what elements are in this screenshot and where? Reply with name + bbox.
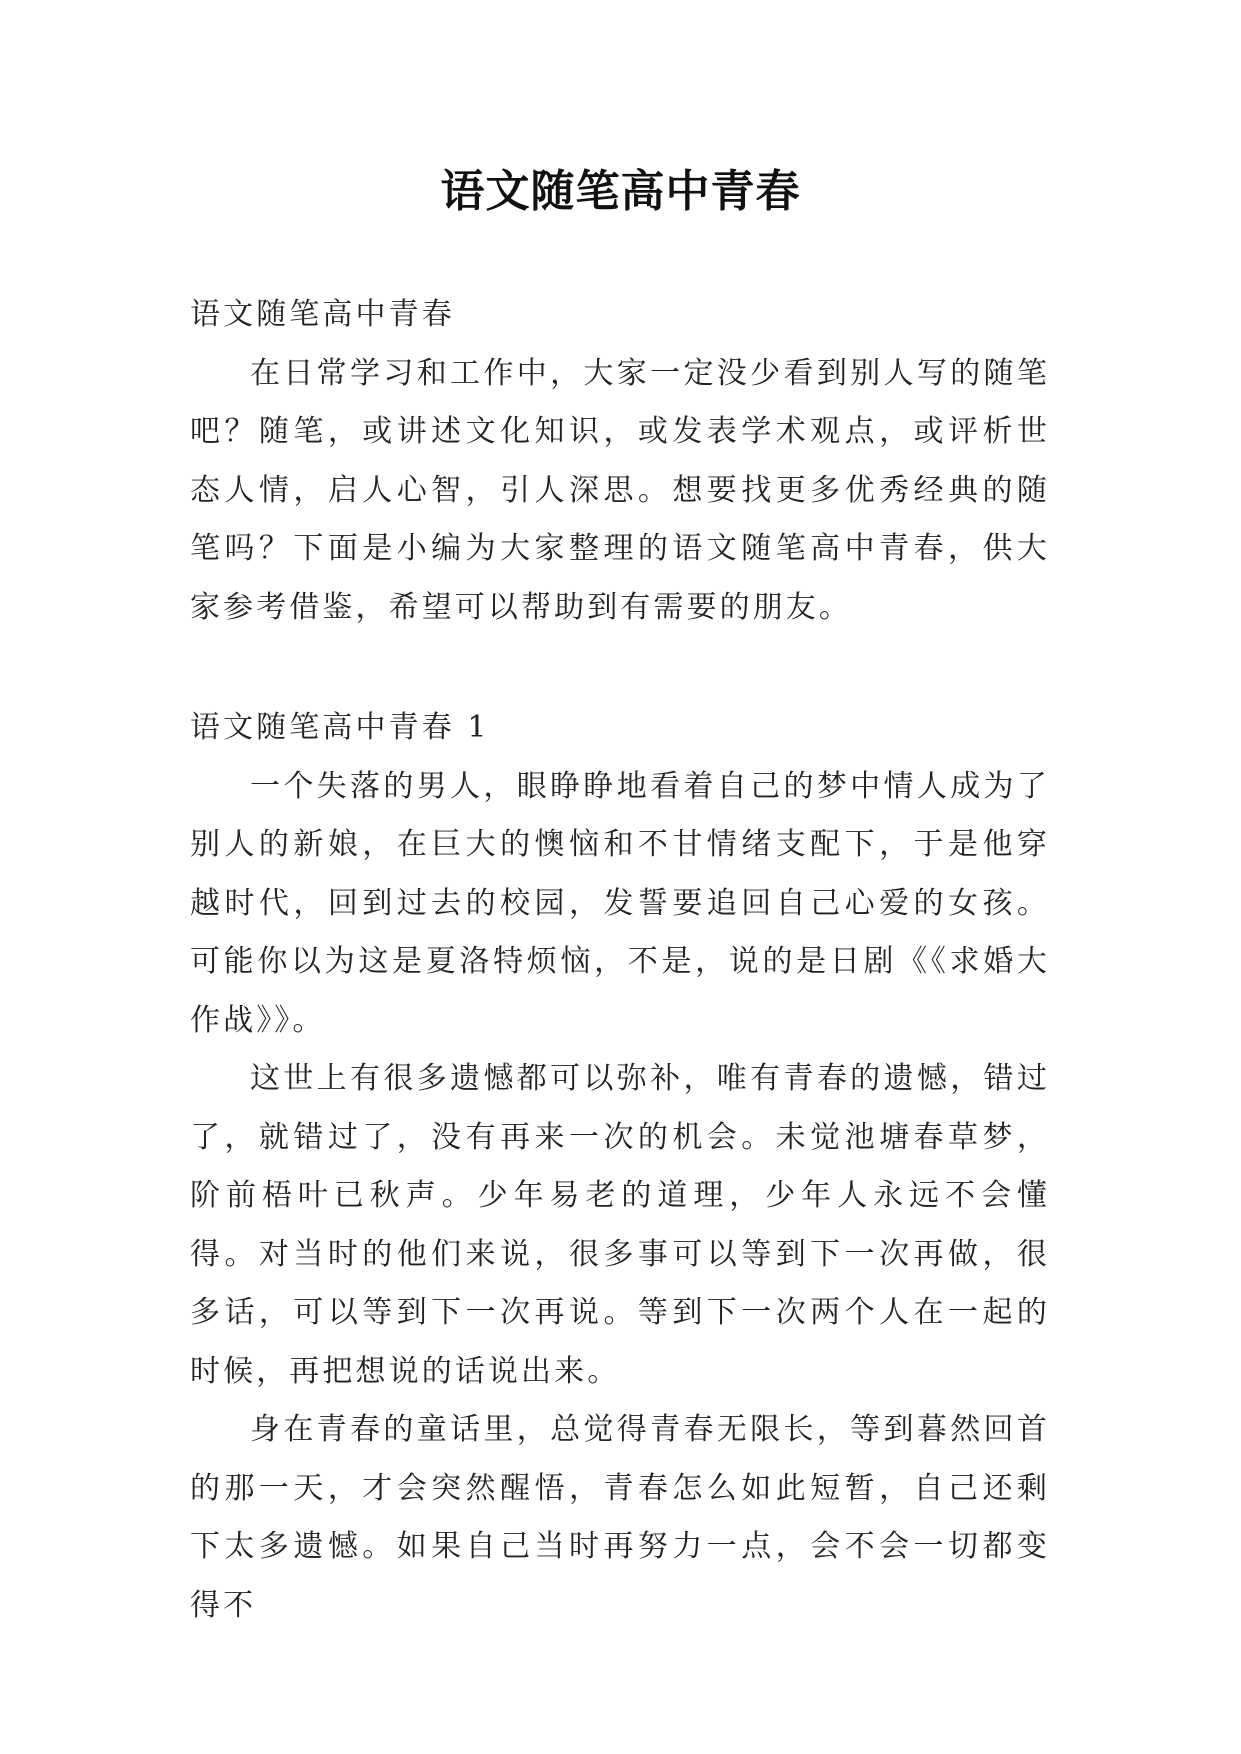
section-paragraph-1: 一个失落的男人，眼睁睁地看着自己的梦中情人成为了别人的新娘，在巨大的懊恼和不甘情绪支配下，于是他穿越时代，回到过去的校园，发誓要追回自己心爱的女孩。可能你以为这是夏洛特烦恼，不是，说的是日剧《《求婚大作战》》。 [190,768,1050,1038]
section-heading: 语文随笔高中青春 1 [190,710,490,745]
section-1-block [190,699,1050,1635]
section-paragraph-2: 这世上有很多遗憾都可以弥补，唯有青春的遗憾，错过了，就错过了，没有再来一次的机会。未觉池塘春草梦，阶前梧叶已秋声。少年易老的道理，少年人永远不会懂得。对当时的他们来说，很多事可以等到下一次再做，很多话，可以等到下一次再说。等到下一次两个人在一起的时候，再把想说的话说出来。 [190,1061,1050,1389]
intro-heading: 语文随笔高中青春 [190,297,455,332]
intro-paragraph: 在日常学习和工作中，大家一定没少看到别人写的随笔吧？随笔，或讲述文化知识，或发表学术观点，或评析世态人情，启人心智，引人深思。想要找更多优秀经典的随笔吗？下面是小编为大家整理的语文随笔高中青春，供大家参考借鉴，希望可以帮助到有需要的朋友。 [190,355,1050,625]
document-title: 语文随笔高中青春 [440,166,801,217]
section-paragraph-3: 身在青春的童话里，总觉得青春无限长，等到暮然回首的那一天，才会突然醒悟，青春怎么如此短暂，自己还剩下太多遗憾。如果自己当时再努力一点，会不会一切都变得不 [190,1412,1050,1623]
intro-block [190,286,1050,637]
